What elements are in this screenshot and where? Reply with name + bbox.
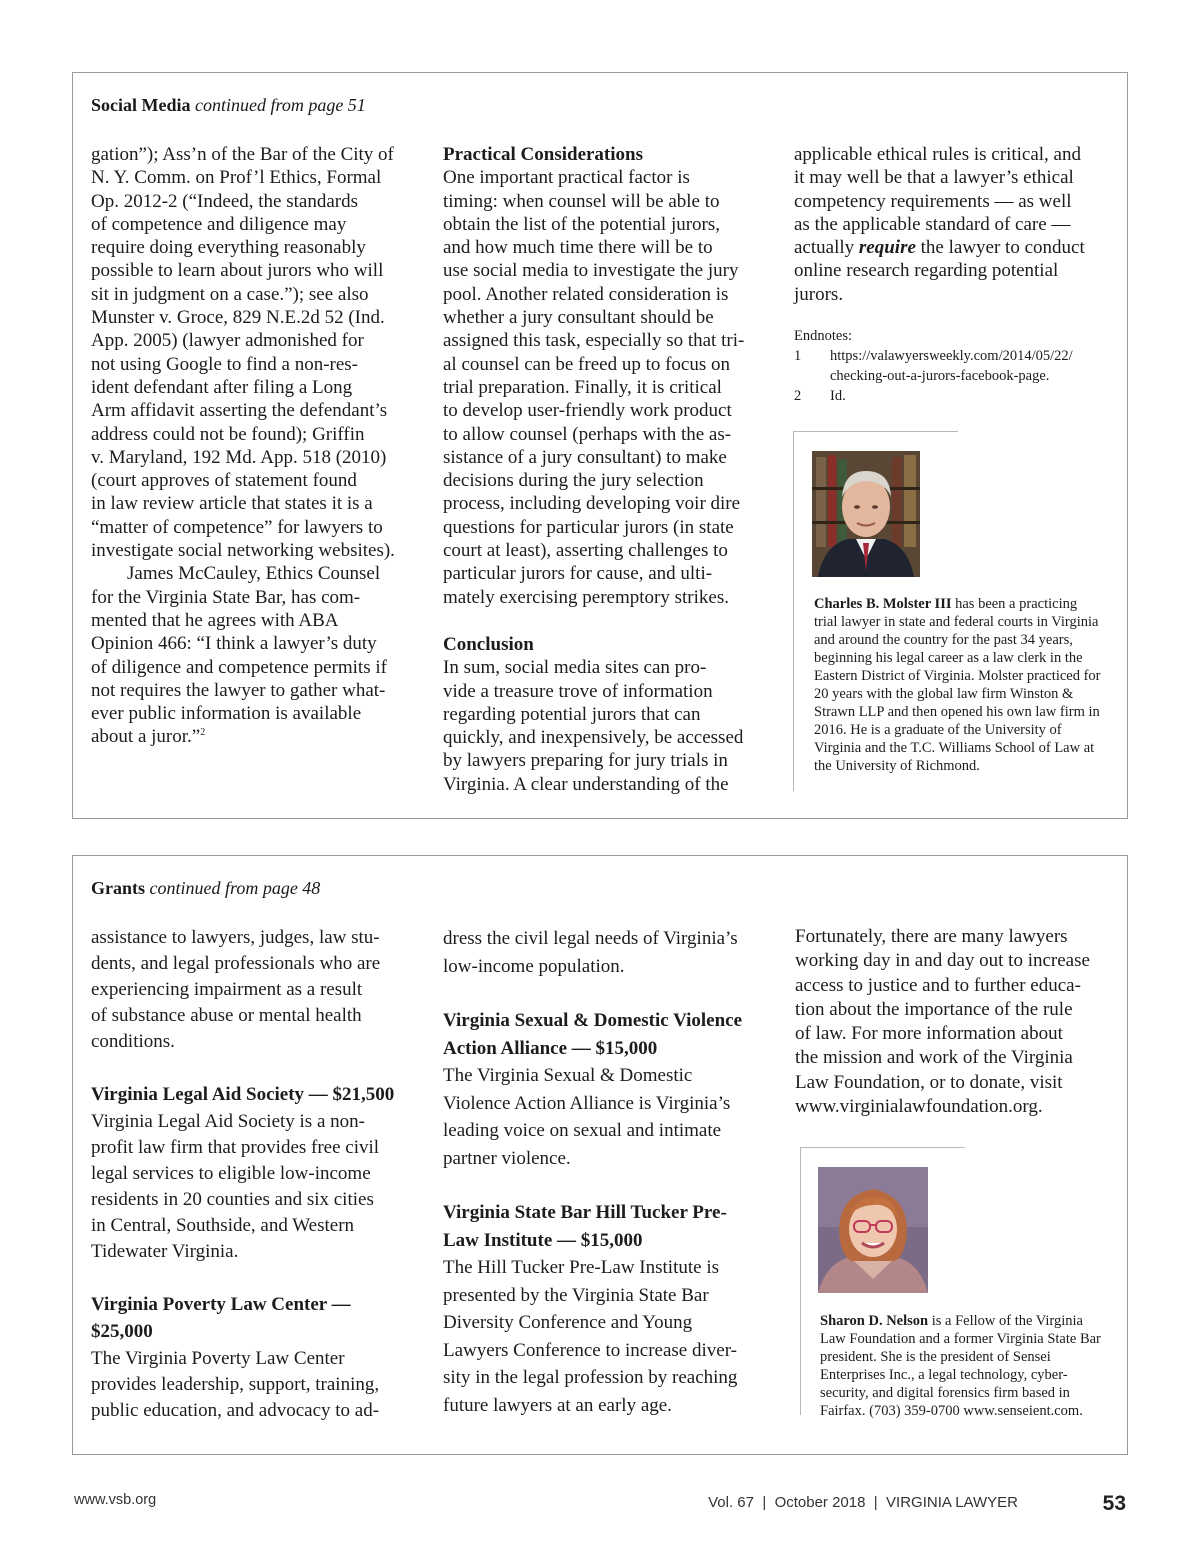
social-media-continuation	[72, 72, 1128, 819]
text-line: experiencing impairment as a result	[91, 979, 363, 1000]
text-line: “matter of competence” for lawyers to	[91, 516, 383, 538]
text-line: access to justice and to further educa-	[795, 974, 1081, 996]
text-line: actually	[794, 237, 859, 259]
text-line: to allow counsel (perhaps with the as-	[443, 423, 732, 445]
footer-issue-info: Vol. 67 | October 2018 | VIRGINIA LAWYER	[708, 1494, 1018, 1511]
text-line: Lawyers Conference to increase diver-	[443, 1339, 737, 1361]
text-line: process, including developing voir dire	[443, 493, 741, 515]
text-line: decisions during the jury selection	[443, 470, 704, 492]
text-line: not using Google to find a non-res-	[91, 353, 359, 375]
text-line: v. Maryland, 192 Md. App. 518 (2010)	[91, 446, 387, 468]
text-line: questions for particular jurors (in state	[443, 516, 734, 538]
subheading-practical: Practical Considerations	[443, 144, 644, 165]
text-line: and how much time there will be to	[443, 237, 713, 259]
text-line: about a juror.”	[91, 726, 201, 748]
text-line: James McCauley, Ethics Counsel	[127, 563, 381, 585]
text-line: The Virginia Poverty Law Center	[91, 1347, 345, 1369]
text-line: The Hill Tucker Pre-Law Institute is	[443, 1257, 719, 1278]
column-1	[91, 925, 421, 1424]
text-line: Violence Action Alliance is Virginia’s	[443, 1092, 731, 1114]
grants-continuation	[72, 855, 1128, 1455]
text-line: court at least), asserting challenges to	[443, 540, 728, 562]
text-line: vide a treasure trove of information	[443, 680, 713, 702]
page-number: 53	[1102, 1492, 1126, 1515]
text-line: require doing everything reasonably	[91, 237, 366, 259]
text-line: in Central, Southside, and Western	[91, 1214, 355, 1236]
text-line: Arm affidavit asserting the defendant’s	[91, 400, 388, 422]
text-line: Opinion 466: “I think a lawyer’s duty	[91, 633, 377, 655]
text-line: Tidewater Virginia.	[91, 1240, 239, 1262]
text-line: residents in 20 counties and six cities	[91, 1188, 374, 1210]
text-line: whether a jury consultant should be	[443, 307, 714, 329]
text-line: it may well be that a lawyer’s ethical	[794, 167, 1074, 189]
text-line: dents, and legal professionals who are	[91, 953, 381, 974]
author-bio	[820, 1312, 1112, 1420]
text-line: Virginia. A clear understanding of the	[443, 773, 729, 795]
column-3	[795, 925, 1115, 1119]
text-line: applicable ethical rules is critical, and	[794, 144, 1081, 165]
column-3	[794, 143, 1114, 406]
text-line: obtain the list of the potential jurors,	[443, 213, 721, 235]
text-line: by lawyers preparing for jury trials in	[443, 750, 728, 772]
text-line: ever public information is available	[91, 703, 362, 725]
text-line: of law. For more information about	[795, 1023, 1063, 1045]
text-line: as the applicable standard of care —	[794, 213, 1071, 235]
text-line: presented by the Virginia State Bar	[443, 1284, 709, 1306]
text-line: timing: when counsel will be able to	[443, 190, 720, 212]
text-line: the lawyer to conduct	[915, 237, 1085, 259]
text-line: jurors.	[794, 283, 844, 305]
grant-heading: Virginia Legal Aid Society — $21,500	[91, 1084, 395, 1105]
text-line: of competence and diligence may	[91, 213, 347, 235]
section-title: Grants	[91, 878, 145, 898]
text-line: in law review article that states it is a	[91, 493, 373, 515]
endnotes-label: Endnotes:	[794, 328, 852, 345]
text-line: ident defendant after filing a Long	[91, 376, 353, 398]
text-line: profit law firm that provides free civil	[91, 1136, 380, 1158]
text-line: particular jurors for cause, and ulti-	[443, 563, 713, 585]
section-header	[91, 95, 366, 116]
text-line: N. Y. Comm. on Prof’l Ethics, Formal	[91, 167, 382, 189]
text-line: Diversity Conference and Young	[443, 1312, 693, 1333]
text-line: The Virginia Sexual & Domestic	[443, 1065, 693, 1086]
text-line: Munster v. Groce, 829 N.E.2d 52 (Ind.	[91, 307, 385, 329]
text-line: provides leadership, support, training,	[91, 1373, 380, 1395]
text-line: sity in the legal profession by reaching	[443, 1367, 738, 1388]
text-line: not requires the lawyer to gather what-	[91, 679, 386, 701]
text-line: assistance to lawyers, judges, law stu-	[91, 927, 380, 948]
text-line: trial preparation. Finally, it is critical	[443, 376, 722, 398]
endnote-1: 1 https://valawyersweekly.com/2014/05/22/ checking-out-a-jurors-facebook-page.	[794, 348, 1073, 385]
section-header	[91, 878, 320, 899]
text-line: address could not be found); Griffin	[91, 423, 365, 445]
text-line: al counsel can be freed up to focus on	[443, 353, 731, 375]
text-line: sistance of a jury consultant) to make	[443, 446, 727, 468]
text-line: gation”); Ass’n of the Bar of the City of	[91, 144, 394, 165]
text-line: low-income population.	[443, 955, 625, 977]
text-line: Op. 2012-2 (“Indeed, the standards	[91, 190, 358, 212]
text-line: pool. Another related consideration is	[443, 283, 729, 305]
column-1	[91, 143, 421, 749]
column-2	[443, 925, 773, 1419]
text-line: future lawyers at an early age.	[443, 1394, 672, 1416]
text-line: leading voice on sexual and intimate	[443, 1120, 722, 1141]
endnote-link[interactable]: https://valawyersweekly.com/2014/05/22/	[830, 348, 1073, 365]
text-line: to develop user-friendly work product	[443, 400, 732, 422]
text-line: dress the civil legal needs of Virginia’s	[443, 928, 738, 949]
bio-text: has been a practicing trial lawyer in state and federal courts in Virginia and around the country for the past 34 years, beginning his legal career as a law clerk in the Eastern District of Virginia. Molster practiced for 20 years with the global law firm Winston & Strawn LLP and then opened his own law firm in 2016. He is a graduate of the University of Virginia and the T.C. Williams School of Law at the University of Richmond.	[814, 596, 1101, 774]
author-photo	[812, 451, 920, 577]
text-line: competency requirements — as well	[794, 190, 1072, 212]
text-line: sit in judgment on a case.”); see also	[91, 283, 369, 305]
text-line: Law Foundation, or to donate, visit	[795, 1071, 1063, 1093]
author-bio	[814, 595, 1104, 775]
section-title: Social Media	[91, 95, 191, 115]
text-line: legal services to eligible low-income	[91, 1162, 371, 1184]
subheading-conclusion: Conclusion	[443, 633, 534, 655]
text-line: investigate social networking websites).	[91, 540, 395, 562]
column-2	[443, 143, 773, 796]
text-line: mately exercising peremptory strikes.	[443, 586, 729, 608]
endnotes	[794, 326, 1114, 406]
grant-heading: Virginia State Bar Hill Tucker Pre- Law Institute — $15,000	[443, 1202, 727, 1251]
continued-note: continued from page 51	[195, 95, 366, 115]
text-line: online research regarding potential	[794, 260, 1059, 282]
text-line: for the Virginia State Bar, has com-	[91, 586, 361, 608]
author-photo	[818, 1167, 928, 1293]
grant-heading: Virginia Sexual & Domestic Violence Action Alliance — $15,000	[443, 1010, 743, 1059]
website-link[interactable]: www.virginialawfoundation.org.	[795, 1096, 1043, 1118]
text-line: quickly, and inexpensively, be accessed	[443, 727, 744, 749]
author-name: Charles B. Molster III	[814, 596, 952, 612]
text-line: Virginia Legal Aid Society is a non-	[91, 1110, 365, 1132]
text-line: working day in and day out to increase	[795, 950, 1090, 972]
footnote-ref: 2	[200, 727, 206, 739]
emphasis-require: require	[858, 237, 916, 259]
author-name: Sharon D. Nelson	[820, 1313, 929, 1329]
endnote-link-cont[interactable]: checking-out-a-jurors-facebook-page.	[830, 368, 1050, 385]
endnote-2: 2 Id.	[794, 388, 846, 405]
footer-site-link[interactable]: www.vsb.org	[74, 1492, 157, 1508]
text-line: of diligence and competence permits if	[91, 656, 387, 678]
text-line: Fortunately, there are many lawyers	[795, 926, 1068, 947]
grant-heading: Virginia Poverty Law Center — $25,000	[91, 1293, 351, 1342]
continued-note: continued from page 48	[149, 878, 321, 898]
text-line: (court approves of statement found	[91, 470, 357, 492]
text-line: the mission and work of the Virginia	[795, 1047, 1073, 1069]
text-line: mented that he agrees with ABA	[91, 609, 339, 631]
text-line: regarding potential jurors that can	[443, 703, 701, 725]
text-line: One important practical factor is	[443, 167, 690, 189]
text-line: assigned this task, especially so that tri-	[443, 330, 745, 352]
bio-text: is a Fellow of the Virginia Law Foundation and a former Virginia State Bar president. She is the president of Sensei Enterprises Inc., a legal technology, cyber-security, and digital forensics firm based in Fairfax. (703) 359-0700 www.senseient.com.	[820, 1313, 1101, 1419]
text-line: of substance abuse or mental health	[91, 1005, 362, 1026]
text-line: partner violence.	[443, 1147, 571, 1169]
text-line: use social media to investigate the jury	[443, 260, 739, 282]
text-line: conditions.	[91, 1031, 175, 1052]
text-line: App. 2005) (lawyer admonished for	[91, 330, 364, 352]
text-line: In sum, social media sites can pro-	[443, 657, 707, 679]
text-line: public education, and advocacy to ad-	[91, 1399, 380, 1421]
text-line: tion about the importance of the rule	[795, 998, 1073, 1020]
text-line: possible to learn about jurors who will	[91, 260, 384, 282]
